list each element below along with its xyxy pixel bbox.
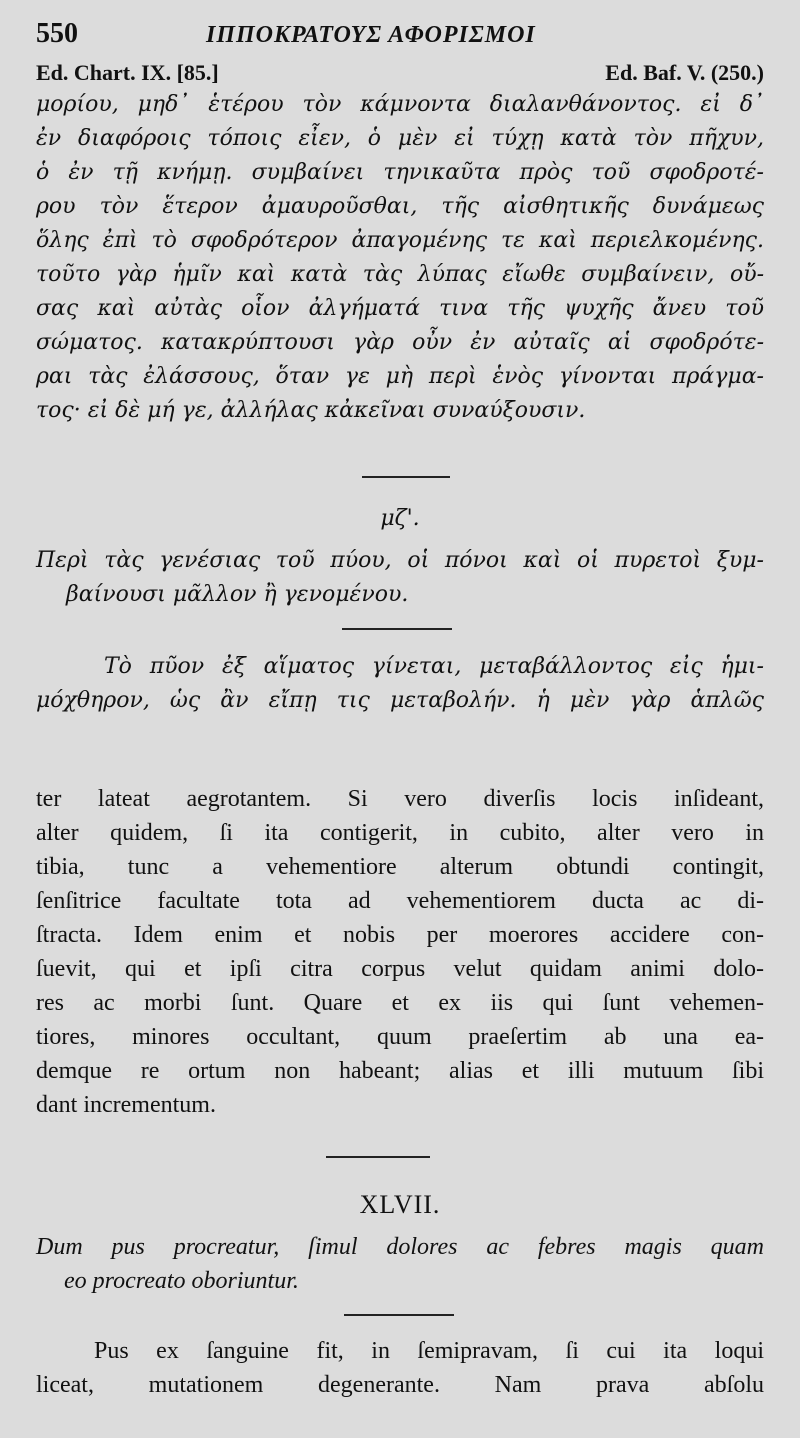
text-line: ſenſitrice facultate tota ad vehementiorem ducta ac di- [36, 888, 764, 914]
latin-aphorism [36, 1230, 764, 1298]
text-line: demque re ortum non habeant; alias et illi mutuum ſibi [36, 1058, 764, 1084]
text-line: ρου τὸν ἕτερον ἀμαυροῦσθαι, τῆς αἰσθητικῆς δυνάμεως [36, 194, 764, 219]
text-line: res ac morbi ſunt. Quare et ex iis qui ſunt vehemen- [36, 990, 764, 1016]
latin-main-text [36, 782, 764, 1122]
page-number: 550 [36, 18, 78, 49]
text-line: liceat, mutationem degenerante. Nam prava abſolu [36, 1372, 764, 1398]
text-line: Περὶ τὰς γενέσιας τοῦ πύου, οἱ πόνοι καὶ οἱ πυρετοὶ ξυμ- [36, 548, 764, 573]
greek-section-number: μζ'. [380, 506, 420, 531]
text-line: ὅλης ἐπὶ τὸ σφοδρότερον ἀπαγομένης τε καὶ περιελκομένης. [36, 228, 764, 253]
text-line: tibia, tunc a vehementiore alterum obtundi contingit, [36, 854, 764, 880]
text-line: ραι τὰς ἐλάσσους, ὅταν γε μὴ περὶ ἑνὸς γίνονται πράγμα- [36, 364, 764, 389]
text-line: ter lateat aegrotantem. Si vero diverſis locis inſideant, [36, 786, 764, 812]
page-header [36, 18, 764, 58]
text-line: tiores, minores occultant, quum praeſertim ab una ea- [36, 1024, 764, 1050]
text-line: σας καὶ αὐτὰς οἷον ἀλγήματά τινα τῆς ψυχῆς ἄνευ τοῦ [36, 296, 764, 321]
greek-aphorism [36, 544, 764, 612]
text-line: ὁ ἐν τῇ κνήμῃ. συμβαίνει τηνικαῦτα πρὸς τοῦ σφοδροτέ- [36, 160, 764, 185]
text-line: μόχθηρον, ὡς ἂν εἴπῃ τις μεταβολήν. ἡ μὲν γὰρ ἁπλῶς [36, 688, 764, 713]
text-line: τοῦτο γὰρ ἡμῖν καὶ κατὰ τὰς λύπας εἴωθε συμβαίνειν, οὔ- [36, 262, 764, 287]
section-divider [362, 476, 450, 478]
text-line: Dum pus procreatur, ſimul dolores ac febres magis quam [36, 1234, 764, 1260]
aphorism-divider [342, 628, 452, 630]
text-line: ſtracta. Idem enim et nobis per moerores accidere con- [36, 922, 764, 948]
latin-commentary [36, 1334, 764, 1402]
greek-main-text [36, 88, 764, 428]
greek-commentary [36, 650, 764, 718]
aphorism-divider [344, 1314, 454, 1316]
edition-right: Ed. Baf. V. (250.) [605, 60, 764, 85]
latin-section-number: XLVII. [359, 1190, 441, 1219]
text-line: τος· εἰ δὲ μή γε, ἀλλήλας κἀκεῖναι συναύξουσιν. [36, 398, 586, 423]
text-line: ἐν διαφόροις τόποις εἶεν, ὁ μὲν εἰ τύχῃ κατὰ τὸν πῆχυν, [36, 126, 764, 151]
text-line: μορίου, μηδ᾽ ἑτέρου τὸν κάμνοντα διαλανθάνοντος. εἰ δ᾽ [36, 92, 764, 117]
edition-left: Ed. Chart. IX. [85.] [36, 60, 219, 85]
text-line: Τὸ πῦον ἐξ αἵματος γίνεται, μεταβάλλοντος εἰς ἡμι- [104, 654, 764, 679]
text-line: σώματος. κατακρύπτουσι γὰρ οὖν ἐν αὐταῖς αἱ σφοδρότε- [36, 330, 764, 355]
running-title: ΙΠΠΟΚΡΑΤΟΥΣ ΑΦΟΡΙΣΜΟΙ [206, 22, 536, 48]
text-line: ſuevit, qui et ipſi citra corpus velut quidam animi dolo- [36, 956, 764, 982]
text-line: eo procreato oboriuntur. [64, 1268, 299, 1294]
text-line: Pus ex ſanguine fit, in ſemipravam, ſi cui ita loqui [94, 1338, 764, 1364]
section-divider [326, 1156, 430, 1158]
edition-references [36, 60, 764, 90]
text-line: alter quidem, ſi ita contigerit, in cubito, alter vero in [36, 820, 764, 846]
text-line: βαίνουσι μᾶλλον ἢ γενομένου. [66, 582, 409, 607]
text-line: dant incrementum. [36, 1092, 216, 1118]
